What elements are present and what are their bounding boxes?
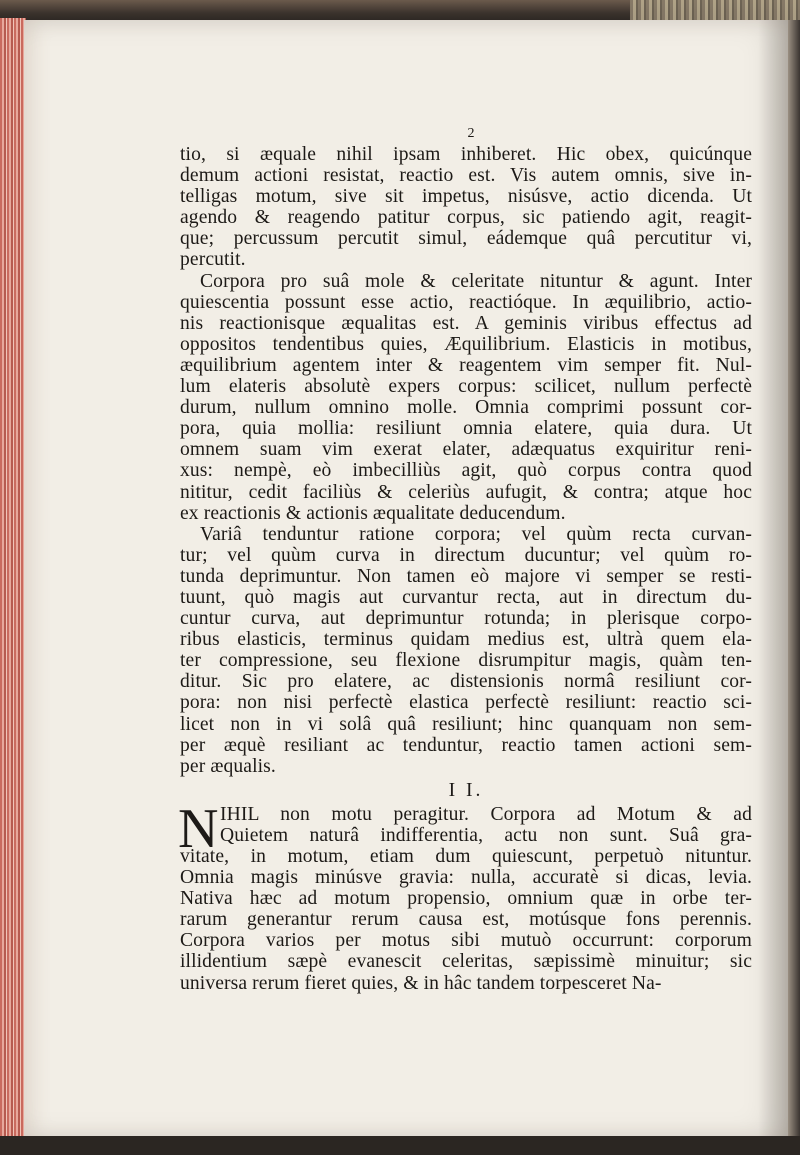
book-binding [788, 20, 800, 1138]
text-line: Quietem naturâ indifferentia, actu non sunt. Suâ gra- [220, 824, 752, 846]
page-edges-left [0, 18, 26, 1138]
text-line: rarum generantur rerum causa est, motúsque fons perennis. [180, 909, 752, 931]
text-line: tuunt, quò magis aut curvantur recta, aut in directum du- [180, 586, 752, 608]
text-line: nititur, cedit faciliùs & celeriùs aufugit, & contra; atque hoc [180, 481, 752, 503]
text-line: que; percussum percutit simul, eádemque quâ percutitur vi, [180, 228, 752, 250]
text-line: oppositos tendentibus quies, Æquilibrium. Elasticis in motibus, [180, 333, 752, 355]
text-line: tio, si æquale nihil ipsam inhiberet. Hic obex, quicúnque [180, 144, 752, 165]
text-line: xus: nempè, eò imbecilliùs agit, quò corpus contra quod [180, 460, 752, 482]
text-line: demum actioni resistat, reactio est. Vis autem omnis, sive in- [180, 165, 752, 187]
drop-cap: N [178, 797, 219, 860]
section-body [178, 797, 752, 994]
paragraph-1 [180, 144, 752, 271]
text-line: quiescentia possunt esse actio, reactióque. In æquilibrio, actio- [180, 291, 752, 313]
text-line: lum elateris absolutè expers corpus: scilicet, nullum perfectè [180, 376, 752, 398]
paragraph-2 [180, 271, 752, 524]
text-line: ter compressione, seu flexione disrumpitur magis, quàm ten- [180, 650, 752, 672]
text-line: ex reactionis & actionis æqualitate deducendum. [180, 502, 566, 524]
text-line: vitate, in motum, etiam dum quiescunt, perpetuò nituntur. [180, 846, 752, 867]
text-line: ditur. Sic pro elatere, ac distensionis normâ resiliunt cor- [180, 671, 752, 693]
text-line: licet non in vi solâ quâ resiliunt; hinc quanquam non sem- [180, 713, 752, 735]
gutter-shadow [758, 20, 788, 1138]
text-line: cuntur curva, aut deprimuntur rotunda; in plerisque corpo- [180, 608, 752, 630]
text-line: IHIL non motu peragitur. Corpora ad Motum & ad [220, 803, 752, 825]
book-bottom-edge [0, 1136, 800, 1155]
text-line: durum, nullum omnino molle. Omnia comprimi possunt cor- [180, 397, 752, 419]
text-line: pora, quia mollia: resiliunt omnia elatere, quia dura. Ut [180, 418, 752, 440]
section-paragraph [178, 797, 752, 994]
text-line: Nativa hæc ad motum propensio, omnium quæ in orbe ter- [180, 888, 752, 910]
text-line: omnem suam vim exerat elater, adæquatus exquiritur reni- [180, 439, 752, 461]
page-number: 2 [467, 126, 475, 141]
text-line: illidentium sæpè evanescit celeritas, sæpissimè minuitur; sic [180, 951, 752, 973]
text-line: tur; vel quùm curva in directum ducuntur; vel quùm ro- [180, 544, 752, 566]
text-line: per æqualis. [180, 755, 276, 777]
text-line: pora: non nisi perfectè elastica perfectè resiliunt: reactio sci- [180, 692, 752, 714]
paragraph-3 [180, 524, 752, 777]
book-cover-edge [630, 0, 800, 22]
text-line: universa rerum fieret quies, & in hâc tandem torpesceret Na- [180, 972, 662, 994]
text-line: telligas motum, sive sit impetus, nisúsve, actio dicenda. Ut [180, 186, 752, 208]
text-line: agendo & reagendo patitur corpus, sic patiendo agit, reagit- [180, 207, 752, 229]
text-line: ribus elasticis, terminus quidam medius est, ultrà quem ela- [180, 629, 752, 651]
text-line: nis reactionisque æqualitas est. A geminis viribus effectus ad [180, 312, 752, 334]
text-line: per æquè resiliant ac tenduntur, reactio tamen actioni sem- [180, 734, 752, 756]
page-text [180, 126, 752, 994]
text-line: tunda deprimuntur. Non tamen eò majore vi semper se resti- [180, 565, 752, 587]
text-line: Variâ tenduntur ratione corpora; vel quùm recta curvan- [200, 523, 752, 545]
text-line: æquilibrium agentem inter & reagentem vim semper fit. Nul- [180, 354, 752, 376]
text-line: Corpora varios per motus sibi mutuò occurrunt: corporum [180, 930, 752, 952]
text-line: Corpora pro suâ mole & celeritate nituntur & agunt. Inter [200, 270, 752, 292]
section-heading: I I. [448, 779, 484, 801]
text-line: Omnia magis minúsve gravia: nulla, accuratè si dicas, levia. [180, 867, 752, 889]
text-line: percutit. [180, 249, 246, 271]
